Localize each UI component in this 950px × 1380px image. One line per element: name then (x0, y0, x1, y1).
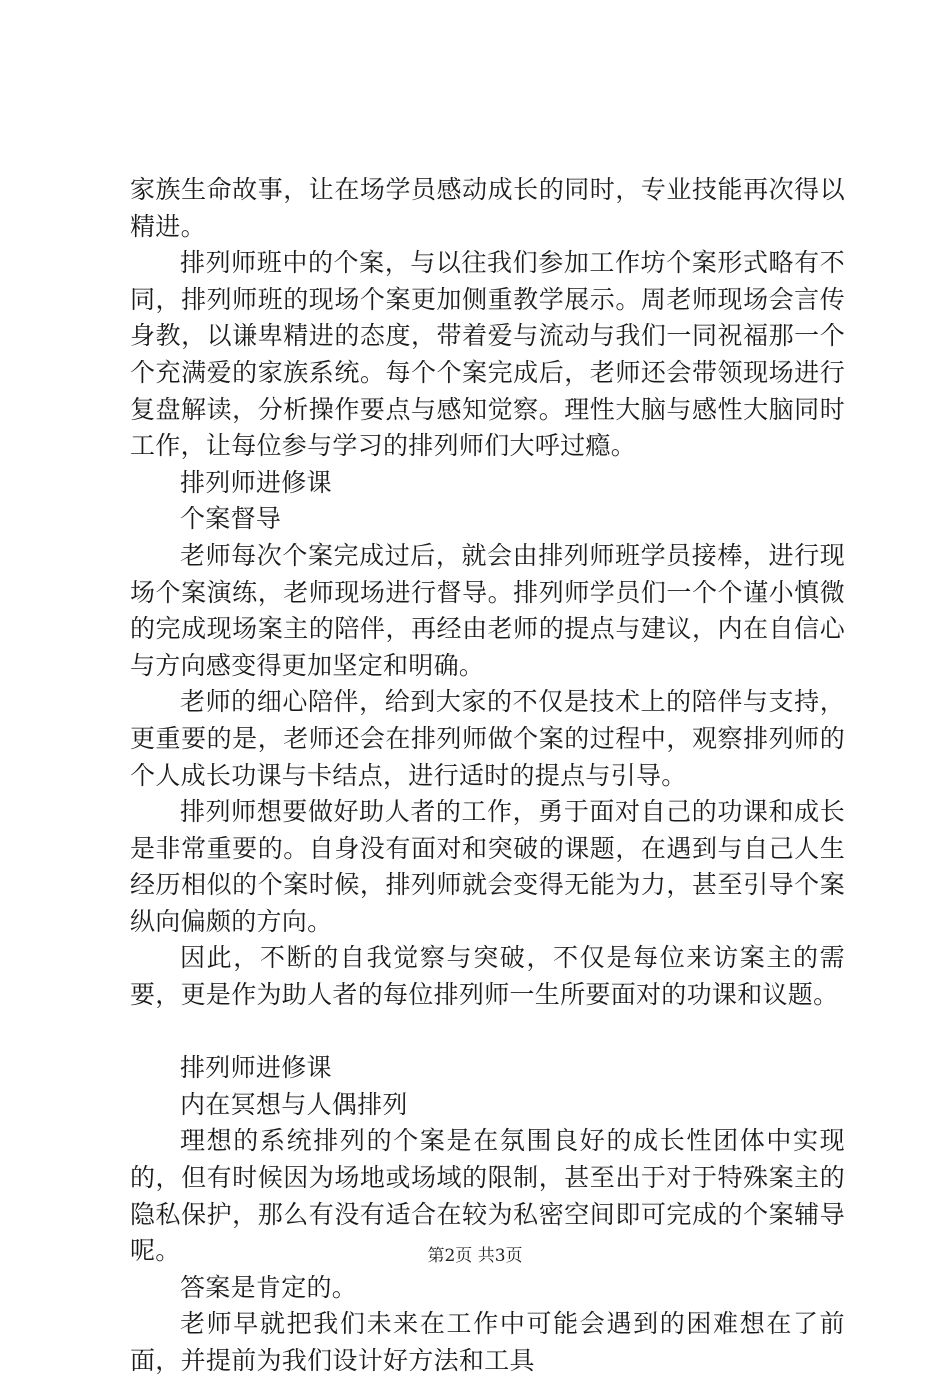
document-body (130, 172, 845, 1380)
section-subheading: 个案督导 (180, 504, 282, 534)
blank-line (130, 1014, 845, 1051)
paragraph: 因此，不断的自我觉察与突破，不仅是每位来访案主的需要，更是作为助人者的每位排列师一生所要面对的功课和议题。 (130, 943, 845, 1010)
paragraph: 老师的细心陪伴，给到大家的不仅是技术上的陪伴与支持，更重要的是，老师还会在排列师做个案的过程中，观察排列师的个人成长功课与卡结点，进行适时的提点与引导。 (130, 687, 845, 790)
page-number: 第2页 共3页 (427, 1246, 523, 1266)
section-heading: 排列师进修课 (180, 1053, 332, 1083)
section-heading: 排列师进修课 (180, 467, 332, 497)
paragraph: 老师每次个案完成过后，就会由排列师班学员接棒，进行现场个案演练，老师现场进行督导。排列师学员们一个个谨小慎微的完成现场案主的陪伴，再经由老师的提点与建议，内在自信心与方向感变得更加坚定和明确。 (130, 540, 845, 680)
paragraph: 排列师班中的个案，与以往我们参加工作坊个案形式略有不同，排列师班的现场个案更加侧重教学展示。周老师现场会言传身教，以谦卑精进的态度，带着爱与流动与我们一同祝福那一个个充满爱的家族系统。每个个案完成后，老师还会带领现场进行复盘解读，分析操作要点与感知觉察。理性大脑与感性大脑同时工作，让每位参与学习的排列师们大呼过瘾。 (130, 248, 845, 461)
section-subheading: 内在冥想与人偶排列 (180, 1089, 408, 1119)
paragraph: 答案是肯定的。 (180, 1272, 358, 1302)
paragraph: 理想的系统排列的个案是在氛围良好的成长性团体中实现的，但有时候因为场地或场域的限制，甚至出于对于特殊案主的隐私保护，那么有没有适合在较为私密空间即可完成的个案辅导呢。 (130, 1126, 845, 1266)
paragraph: 排列师想要做好助人者的工作，勇于面对自己的功课和成长是非常重要的。自身没有面对和突破的课题，在遇到与自己人生经历相似的个案时候，排列师就会变得无能为力，甚至引导个案纵向偏颇的方向。 (130, 797, 845, 936)
paragraph: 老师早就把我们未来在工作中可能会遇到的困难想在了前面，并提前为我们设计好方法和工具 (130, 1309, 845, 1375)
paragraph: 家族生命故事，让在场学员感动成长的同时，专业技能再次得以精进。 (130, 175, 845, 241)
page-footer (0, 1241, 950, 1266)
